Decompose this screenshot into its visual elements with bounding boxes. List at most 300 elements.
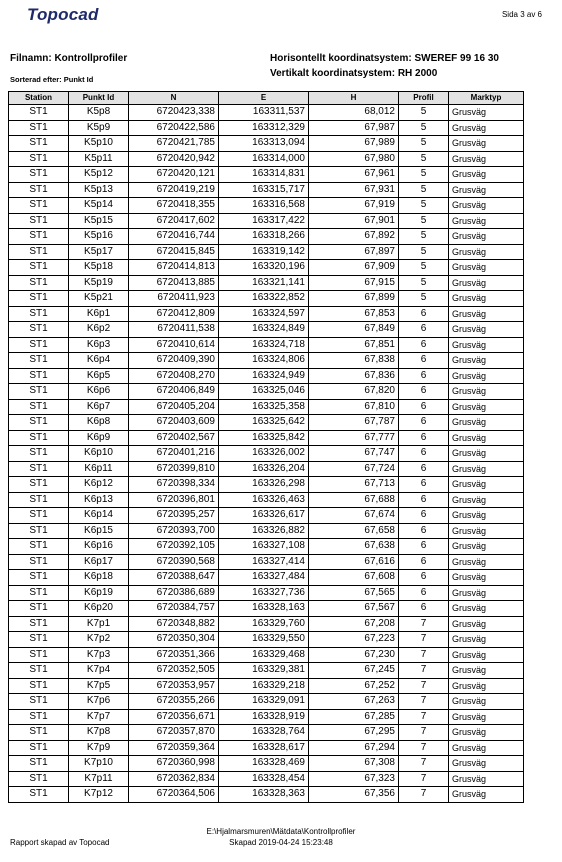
table-cell: 6720415,845 — [129, 244, 219, 260]
table-cell: 7 — [399, 694, 449, 710]
table-row — [9, 213, 524, 229]
table-cell: 6 — [399, 492, 449, 508]
table-cell: K5p15 — [69, 213, 129, 229]
table-cell: 6720392,105 — [129, 539, 219, 555]
table-cell: 163316,568 — [219, 198, 309, 214]
table-cell: 163320,196 — [219, 260, 309, 276]
table-cell: ST1 — [9, 632, 69, 648]
table-cell: 67,989 — [309, 136, 399, 152]
column-header: H — [309, 92, 399, 105]
table-cell: 163319,142 — [219, 244, 309, 260]
table-cell: Grusväg — [449, 647, 524, 663]
table-cell: K6p14 — [69, 508, 129, 524]
table-cell: 5 — [399, 136, 449, 152]
table-row — [9, 260, 524, 276]
table-cell: 163322,852 — [219, 291, 309, 307]
table-cell: 67,688 — [309, 492, 399, 508]
table-row — [9, 430, 524, 446]
table-cell: Grusväg — [449, 368, 524, 384]
table-row — [9, 198, 524, 214]
table-cell: 5 — [399, 105, 449, 121]
table-cell: ST1 — [9, 120, 69, 136]
table-cell: 163329,381 — [219, 663, 309, 679]
table-cell: ST1 — [9, 740, 69, 756]
table-cell: K6p7 — [69, 399, 129, 415]
table-row — [9, 105, 524, 121]
table-cell: 163325,358 — [219, 399, 309, 415]
file-path: E:\Hjalmarsmuren\Mätdata\Kontrollprofiler — [206, 827, 356, 836]
table-cell: 6 — [399, 322, 449, 338]
table-cell: K6p6 — [69, 384, 129, 400]
table-cell: 6720393,700 — [129, 523, 219, 539]
table-cell: Grusväg — [449, 260, 524, 276]
table-row — [9, 368, 524, 384]
table-row — [9, 756, 524, 772]
table-cell: 67,285 — [309, 709, 399, 725]
table-cell: 67,567 — [309, 601, 399, 617]
table-cell: ST1 — [9, 213, 69, 229]
column-header: Punkt Id — [69, 92, 129, 105]
table-cell: 6720386,689 — [129, 585, 219, 601]
table-cell: 6720409,390 — [129, 353, 219, 369]
table-cell: Grusväg — [449, 291, 524, 307]
table-cell: K5p9 — [69, 120, 129, 136]
table-cell: ST1 — [9, 678, 69, 694]
table-cell: 6 — [399, 384, 449, 400]
table-row — [9, 570, 524, 586]
table-row — [9, 399, 524, 415]
table-cell: 7 — [399, 771, 449, 787]
table-cell: 163326,617 — [219, 508, 309, 524]
table-cell: 6720405,204 — [129, 399, 219, 415]
table-cell: 7 — [399, 663, 449, 679]
table-cell: K6p11 — [69, 461, 129, 477]
table-cell: ST1 — [9, 399, 69, 415]
table-cell: 67,961 — [309, 167, 399, 183]
table-cell: 6720399,810 — [129, 461, 219, 477]
table-cell: 5 — [399, 275, 449, 291]
table-cell: 163328,454 — [219, 771, 309, 787]
column-header: N — [129, 92, 219, 105]
table-cell: Grusväg — [449, 663, 524, 679]
table-cell: 163324,849 — [219, 322, 309, 338]
table-cell: 67,230 — [309, 647, 399, 663]
table-cell: Grusväg — [449, 213, 524, 229]
table-cell: K5p14 — [69, 198, 129, 214]
table-row — [9, 337, 524, 353]
table-cell: K7p6 — [69, 694, 129, 710]
table-cell: K7p7 — [69, 709, 129, 725]
table-cell: Grusväg — [449, 632, 524, 648]
table-cell: ST1 — [9, 275, 69, 291]
table-row — [9, 415, 524, 431]
table-cell: 67,263 — [309, 694, 399, 710]
table-cell: ST1 — [9, 492, 69, 508]
table-cell: 163324,718 — [219, 337, 309, 353]
table-cell: ST1 — [9, 322, 69, 338]
table-cell: 163329,468 — [219, 647, 309, 663]
table-cell: 67,980 — [309, 151, 399, 167]
vertical-system-label: Vertikalt koordinatsystem: RH 2000 — [270, 68, 438, 79]
table-cell: K5p18 — [69, 260, 129, 276]
table-cell: ST1 — [9, 725, 69, 741]
table-cell: Grusväg — [449, 167, 524, 183]
table-cell: 6720364,506 — [129, 787, 219, 803]
table-cell: 163327,484 — [219, 570, 309, 586]
table-cell: K5p19 — [69, 275, 129, 291]
table-row — [9, 554, 524, 570]
table-cell: 6 — [399, 353, 449, 369]
table-cell: K7p11 — [69, 771, 129, 787]
table-cell: Grusväg — [449, 477, 524, 493]
table-cell: 6 — [399, 337, 449, 353]
table-cell: 163328,363 — [219, 787, 309, 803]
table-row — [9, 136, 524, 152]
table-cell: Grusväg — [449, 306, 524, 322]
table-row — [9, 585, 524, 601]
table-cell: 163318,266 — [219, 229, 309, 245]
table-cell: 6720417,602 — [129, 213, 219, 229]
table-cell: K6p20 — [69, 601, 129, 617]
table-cell: 6720401,216 — [129, 446, 219, 462]
table-cell: 5 — [399, 291, 449, 307]
table-cell: 67,294 — [309, 740, 399, 756]
table-row — [9, 477, 524, 493]
table-cell: 6720388,647 — [129, 570, 219, 586]
table-cell: 6 — [399, 554, 449, 570]
table-cell: Grusväg — [449, 678, 524, 694]
table-row — [9, 167, 524, 183]
table-cell: 6720403,609 — [129, 415, 219, 431]
table-cell: 6 — [399, 399, 449, 415]
table-cell: 67,810 — [309, 399, 399, 415]
table-cell: Grusväg — [449, 275, 524, 291]
table-cell: K6p12 — [69, 477, 129, 493]
table-cell: 67,851 — [309, 337, 399, 353]
table-cell: K5p12 — [69, 167, 129, 183]
table-cell: ST1 — [9, 585, 69, 601]
table-cell: ST1 — [9, 229, 69, 245]
table-cell: 7 — [399, 787, 449, 803]
table-row — [9, 182, 524, 198]
table-row — [9, 244, 524, 260]
table-cell: 6 — [399, 415, 449, 431]
table-cell: 67,724 — [309, 461, 399, 477]
table-cell: K6p16 — [69, 539, 129, 555]
table-cell: 6720421,785 — [129, 136, 219, 152]
table-cell: 163327,736 — [219, 585, 309, 601]
table-cell: 6720395,257 — [129, 508, 219, 524]
table-cell: 5 — [399, 229, 449, 245]
table-cell: K6p8 — [69, 415, 129, 431]
table-cell: K7p3 — [69, 647, 129, 663]
table-cell: K5p11 — [69, 151, 129, 167]
table-row — [9, 322, 524, 338]
table-cell: ST1 — [9, 384, 69, 400]
table-cell: 7 — [399, 740, 449, 756]
table-cell: Grusväg — [449, 337, 524, 353]
table-cell: 6720355,266 — [129, 694, 219, 710]
table-cell: 163325,046 — [219, 384, 309, 400]
table-cell: ST1 — [9, 198, 69, 214]
table-cell: 163321,141 — [219, 275, 309, 291]
table-cell: 67,987 — [309, 120, 399, 136]
table-cell: 6720353,957 — [129, 678, 219, 694]
table-cell: 163328,764 — [219, 725, 309, 741]
table-cell: ST1 — [9, 570, 69, 586]
table-cell: 67,747 — [309, 446, 399, 462]
table-row — [9, 384, 524, 400]
table-cell: 7 — [399, 756, 449, 772]
column-header: E — [219, 92, 309, 105]
table-cell: 67,836 — [309, 368, 399, 384]
table-cell: 6720411,923 — [129, 291, 219, 307]
table-cell: Grusväg — [449, 105, 524, 121]
table-cell: 67,608 — [309, 570, 399, 586]
table-cell: 163326,002 — [219, 446, 309, 462]
table-cell: 68,012 — [309, 105, 399, 121]
table-cell: 6720348,882 — [129, 616, 219, 632]
points-table — [8, 91, 524, 803]
table-cell: ST1 — [9, 337, 69, 353]
table-cell: 6 — [399, 585, 449, 601]
table-cell: K6p18 — [69, 570, 129, 586]
table-cell: ST1 — [9, 415, 69, 431]
table-cell: 67,777 — [309, 430, 399, 446]
table-cell: 163312,329 — [219, 120, 309, 136]
table-cell: 67,323 — [309, 771, 399, 787]
table-cell: Grusväg — [449, 229, 524, 245]
table-cell: 6 — [399, 446, 449, 462]
table-cell: 6720351,366 — [129, 647, 219, 663]
table-cell: ST1 — [9, 430, 69, 446]
table-cell: 6 — [399, 601, 449, 617]
table-cell: 67,223 — [309, 632, 399, 648]
table-cell: 5 — [399, 213, 449, 229]
table-cell: Grusväg — [449, 508, 524, 524]
report-credit: Rapport skapad av Topocad — [10, 838, 110, 847]
table-cell: 163329,760 — [219, 616, 309, 632]
table-cell: 163329,091 — [219, 694, 309, 710]
table-cell: ST1 — [9, 244, 69, 260]
table-cell: K6p2 — [69, 322, 129, 338]
table-row — [9, 616, 524, 632]
table-cell: 163329,218 — [219, 678, 309, 694]
table-cell: K5p8 — [69, 105, 129, 121]
column-header: Station — [9, 92, 69, 105]
table-cell: K5p21 — [69, 291, 129, 307]
table-cell: Grusväg — [449, 399, 524, 415]
table-cell: K7p1 — [69, 616, 129, 632]
sorted-by-label: Sorterad efter: Punkt Id — [10, 75, 94, 84]
table-cell: 5 — [399, 198, 449, 214]
table-cell: 67,713 — [309, 477, 399, 493]
table-cell: ST1 — [9, 554, 69, 570]
table-cell: 163324,806 — [219, 353, 309, 369]
table-row — [9, 694, 524, 710]
table-cell: Grusväg — [449, 198, 524, 214]
table-cell: 7 — [399, 709, 449, 725]
table-cell: ST1 — [9, 167, 69, 183]
table-cell: 6720357,870 — [129, 725, 219, 741]
table-cell: Grusväg — [449, 492, 524, 508]
topocad-logo: Topocad — [27, 5, 99, 24]
table-cell: 6720419,219 — [129, 182, 219, 198]
table-cell: 67,853 — [309, 306, 399, 322]
table-cell: K5p10 — [69, 136, 129, 152]
table-cell: 6720408,270 — [129, 368, 219, 384]
table-cell: Grusväg — [449, 244, 524, 260]
table-cell: K6p4 — [69, 353, 129, 369]
table-cell: 163328,163 — [219, 601, 309, 617]
table-cell: K6p13 — [69, 492, 129, 508]
table-cell: ST1 — [9, 461, 69, 477]
table-cell: Grusväg — [449, 740, 524, 756]
table-cell: 67,899 — [309, 291, 399, 307]
table-cell: Grusväg — [449, 461, 524, 477]
table-cell: 7 — [399, 647, 449, 663]
footer-info — [0, 826, 562, 848]
table-cell: ST1 — [9, 182, 69, 198]
table-cell: 5 — [399, 244, 449, 260]
table-cell: 163326,882 — [219, 523, 309, 539]
table-row — [9, 275, 524, 291]
table-cell: 6720352,505 — [129, 663, 219, 679]
table-row — [9, 740, 524, 756]
table-header-row — [9, 92, 524, 105]
table-cell: Grusväg — [449, 322, 524, 338]
table-cell: 163325,642 — [219, 415, 309, 431]
table-cell: 7 — [399, 678, 449, 694]
table-cell: 67,295 — [309, 725, 399, 741]
table-cell: 6720390,568 — [129, 554, 219, 570]
table-cell: 6720420,121 — [129, 167, 219, 183]
table-cell: K6p15 — [69, 523, 129, 539]
table-cell: 6720410,614 — [129, 337, 219, 353]
table-cell: 6720360,998 — [129, 756, 219, 772]
table-cell: 163314,831 — [219, 167, 309, 183]
table-row — [9, 523, 524, 539]
table-cell: 163326,463 — [219, 492, 309, 508]
table-cell: Grusväg — [449, 136, 524, 152]
table-row — [9, 508, 524, 524]
table-cell: 6720416,744 — [129, 229, 219, 245]
table-cell: 6720411,538 — [129, 322, 219, 338]
table-cell: 6720384,757 — [129, 601, 219, 617]
table-row — [9, 632, 524, 648]
table-cell: 6 — [399, 539, 449, 555]
table-cell: 163328,469 — [219, 756, 309, 772]
table-cell: Grusväg — [449, 570, 524, 586]
table-cell: ST1 — [9, 756, 69, 772]
table-cell: K6p19 — [69, 585, 129, 601]
table-cell: 163327,414 — [219, 554, 309, 570]
table-cell: K5p17 — [69, 244, 129, 260]
table-cell: 5 — [399, 167, 449, 183]
table-cell: 163315,717 — [219, 182, 309, 198]
table-cell: Grusväg — [449, 415, 524, 431]
table-cell: 67,356 — [309, 787, 399, 803]
table-cell: ST1 — [9, 508, 69, 524]
table-cell: Grusväg — [449, 616, 524, 632]
table-cell: 6720406,849 — [129, 384, 219, 400]
table-row — [9, 492, 524, 508]
table-cell: 163324,597 — [219, 306, 309, 322]
table-cell: 6720422,586 — [129, 120, 219, 136]
table-cell: 6720413,885 — [129, 275, 219, 291]
table-cell: Grusväg — [449, 384, 524, 400]
table-row — [9, 725, 524, 741]
table-cell: Grusväg — [449, 353, 524, 369]
table-cell: 67,909 — [309, 260, 399, 276]
table-cell: 6720423,338 — [129, 105, 219, 121]
table-cell: ST1 — [9, 353, 69, 369]
table-cell: 163311,537 — [219, 105, 309, 121]
table-cell: 67,658 — [309, 523, 399, 539]
table-cell: 163328,617 — [219, 740, 309, 756]
table-cell: 67,245 — [309, 663, 399, 679]
table-cell: Grusväg — [449, 756, 524, 772]
table-cell: Grusväg — [449, 182, 524, 198]
table-cell: 7 — [399, 632, 449, 648]
table-cell: Grusväg — [449, 585, 524, 601]
table-cell: K7p4 — [69, 663, 129, 679]
table-cell: 163313,094 — [219, 136, 309, 152]
table-cell: 6720359,364 — [129, 740, 219, 756]
table-cell: 67,565 — [309, 585, 399, 601]
table-cell: 6 — [399, 477, 449, 493]
table-cell: 6720362,834 — [129, 771, 219, 787]
table-row — [9, 306, 524, 322]
table-cell: K5p16 — [69, 229, 129, 245]
table-cell: 163326,204 — [219, 461, 309, 477]
table-cell: 6720402,567 — [129, 430, 219, 446]
table-cell: ST1 — [9, 136, 69, 152]
table-cell: ST1 — [9, 709, 69, 725]
table-cell: K7p2 — [69, 632, 129, 648]
table-cell: ST1 — [9, 663, 69, 679]
table-cell: ST1 — [9, 306, 69, 322]
table-cell: 67,308 — [309, 756, 399, 772]
table-cell: K6p1 — [69, 306, 129, 322]
table-row — [9, 678, 524, 694]
table-row — [9, 446, 524, 462]
table-cell: K6p10 — [69, 446, 129, 462]
table-cell: Grusväg — [449, 771, 524, 787]
table-cell: 67,208 — [309, 616, 399, 632]
table-cell: 5 — [399, 120, 449, 136]
table-cell: Grusväg — [449, 430, 524, 446]
table-cell: K7p12 — [69, 787, 129, 803]
table-cell: 163326,298 — [219, 477, 309, 493]
table-cell: Grusväg — [449, 554, 524, 570]
table-cell: 67,892 — [309, 229, 399, 245]
table-cell: 6720418,355 — [129, 198, 219, 214]
table-row — [9, 787, 524, 803]
table-row — [9, 663, 524, 679]
table-cell: K6p5 — [69, 368, 129, 384]
table-cell: ST1 — [9, 446, 69, 462]
table-cell: 6 — [399, 523, 449, 539]
table-cell: ST1 — [9, 523, 69, 539]
table-row — [9, 120, 524, 136]
table-cell: 6 — [399, 461, 449, 477]
table-cell: 67,919 — [309, 198, 399, 214]
table-cell: Grusväg — [449, 725, 524, 741]
table-cell: 5 — [399, 151, 449, 167]
table-cell: 67,838 — [309, 353, 399, 369]
table-cell: ST1 — [9, 539, 69, 555]
